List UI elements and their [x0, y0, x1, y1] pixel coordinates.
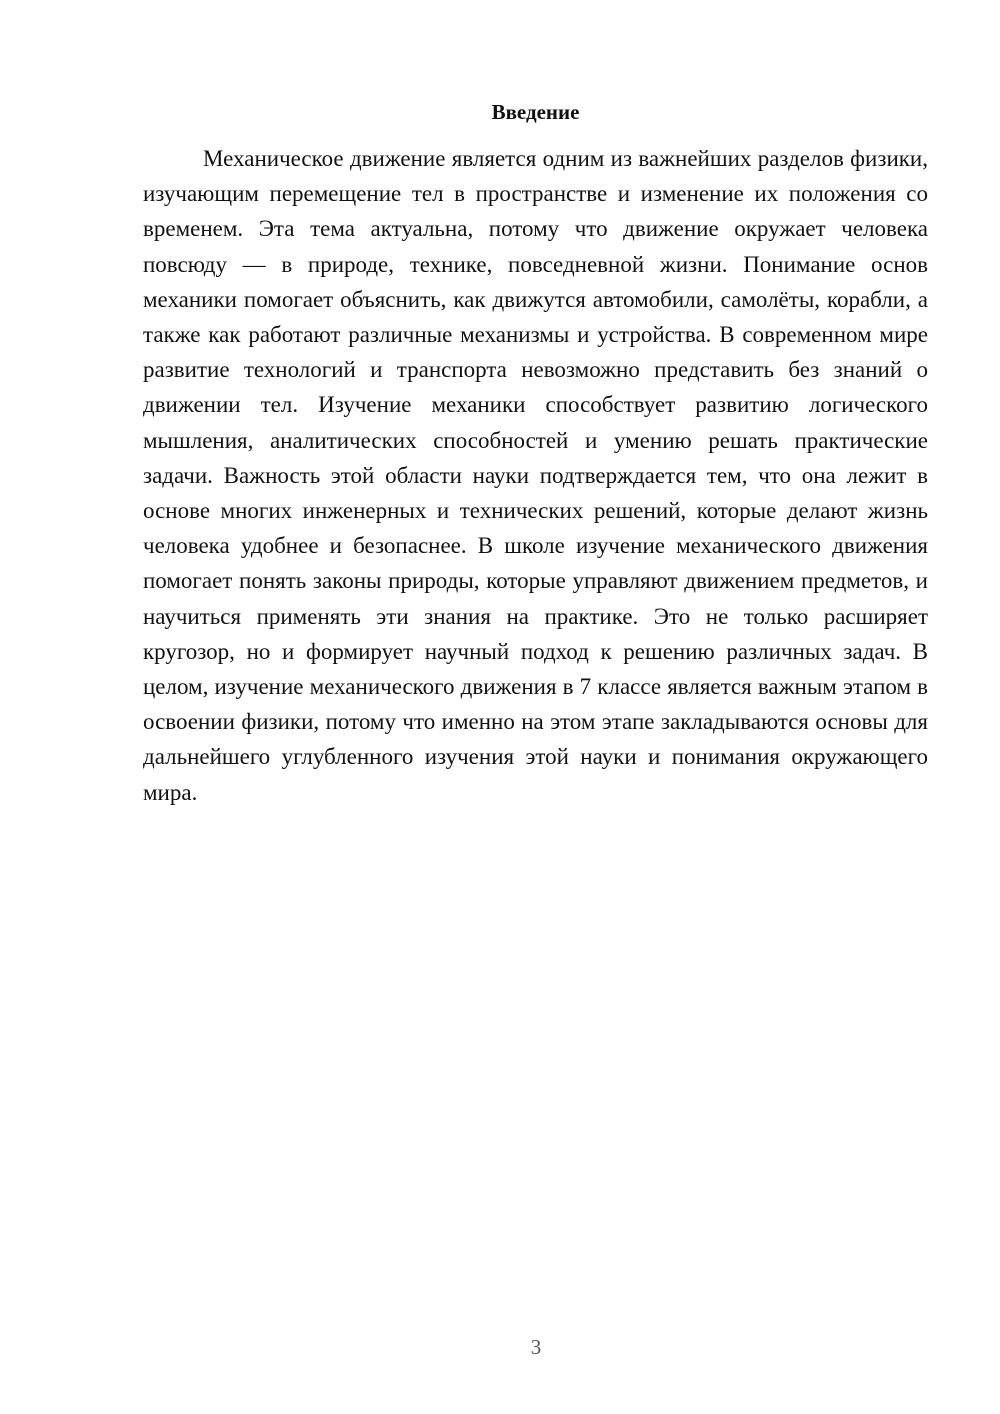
body-paragraph: Механическое движение является одним из важнейших разделов физики, изучающим перемещение тел в пространстве и изменение их положения со временем. Эта тема актуальна, потому что движение окружает человека повсюду — в природе, технике, повседневной жизни. Понимание основ механики помогает объяснить, как движутся автомобили, самолёты, корабли, а также как работают различные механизмы и устройства. В современном мире развитие технологий и транспорта невозможно представить без знаний о движении тел. Изучение механики способствует развитию логического мышления, аналитических способностей и умению решать практические задачи. Важность этой области науки подтверждается тем, что она лежит в основе многих инженерных и технических решений, которые делают жизнь человека удобнее и безопаснее. В школе изучение механического движения помогает понять законы природы, которые управляют движением предметов, и научиться применять эти знания на практике. Это не только расширяет кругозор, но и формирует научный подход к решению различных задач. В целом, изучение механического движения в 7 классе является важным этапом в освоении физики, потому что именно на этом этапе закладываются основы для дальнейшего углубленного изучения этой науки и понимания окружающего мира. [143, 146, 928, 805]
section-heading: Введение [491, 100, 580, 124]
page-number: 3 [530, 1335, 542, 1359]
